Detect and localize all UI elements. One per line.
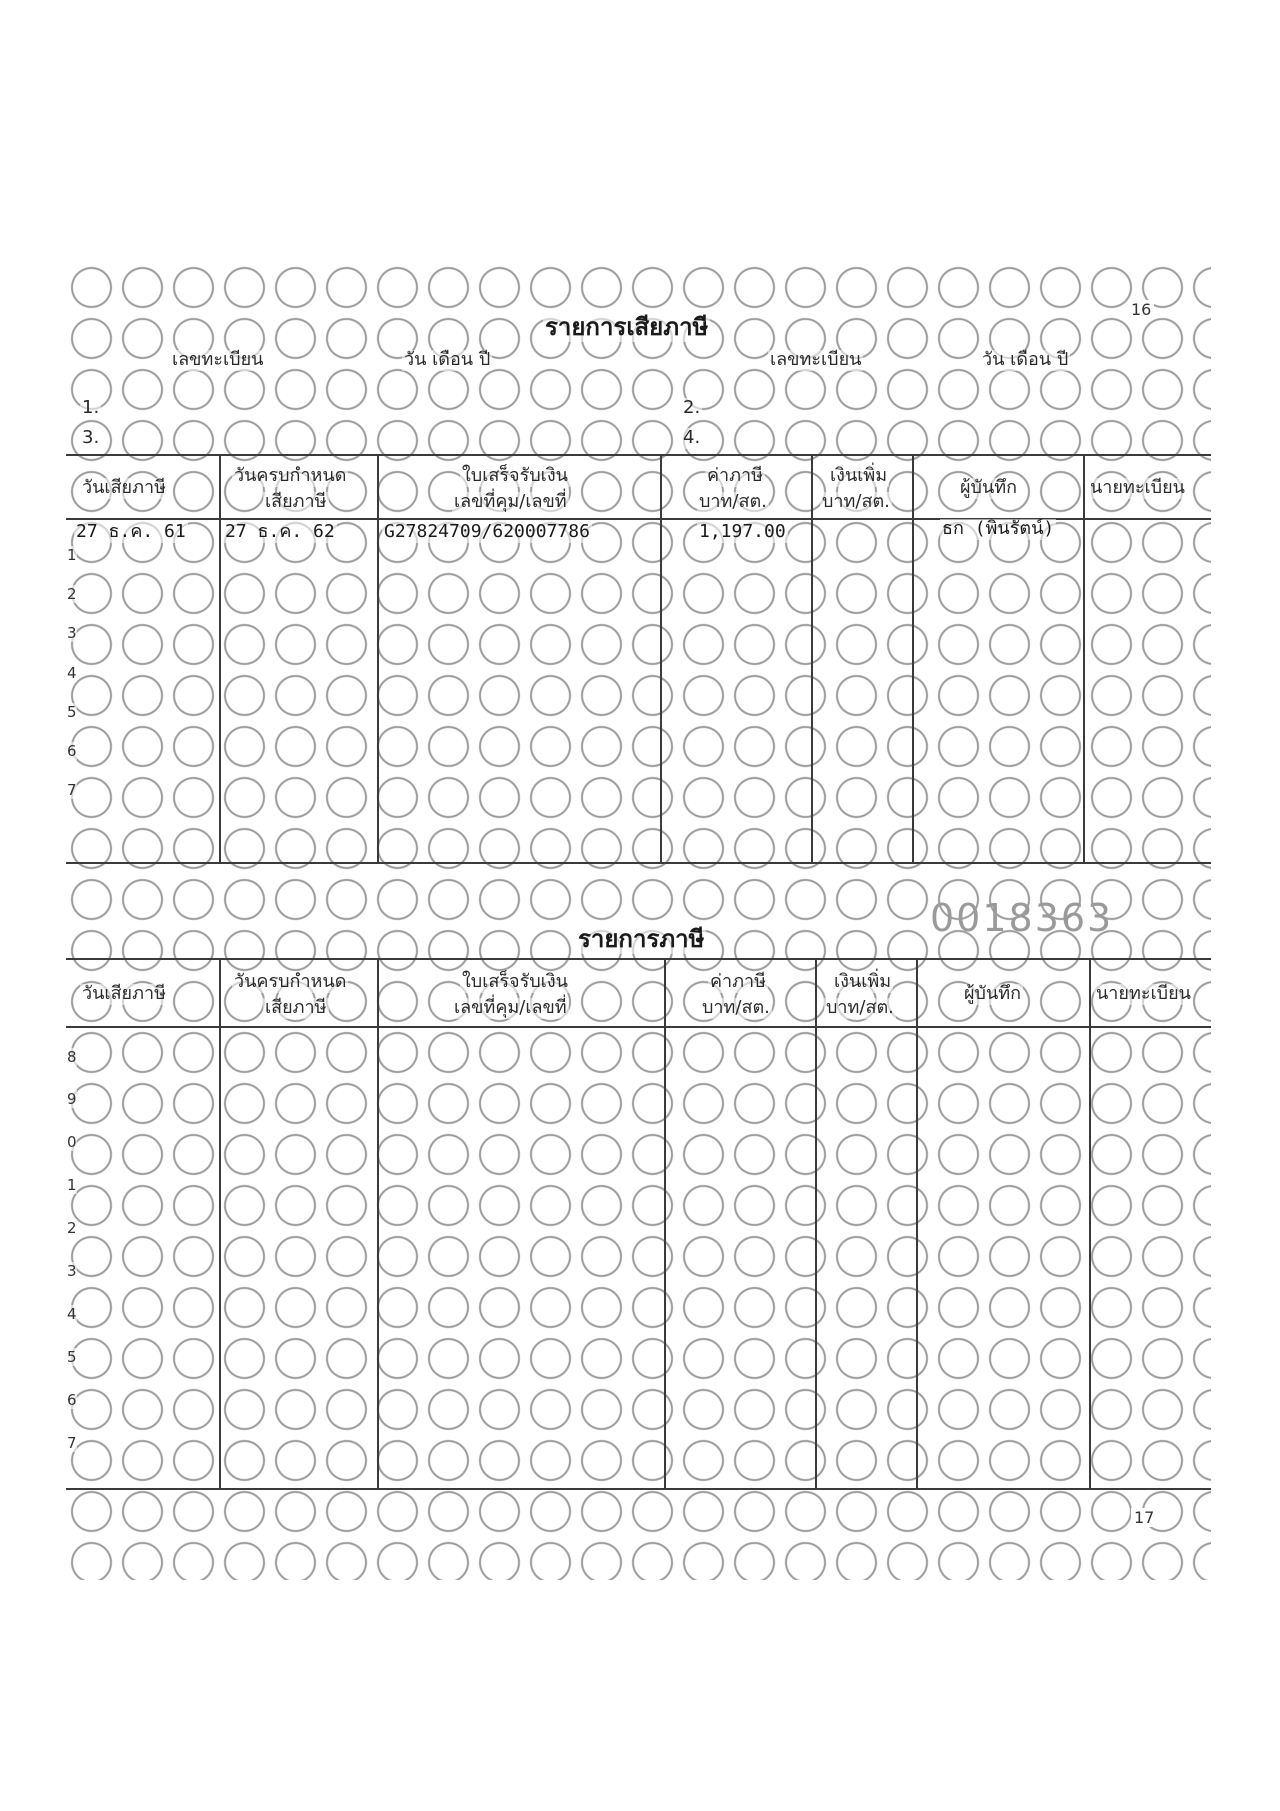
reg-row-4: 4. [683,427,701,448]
row-number: 6 [67,742,77,760]
t1-col-surcharge-line2: บาท/สต. [822,491,890,512]
t1-col-receipt: ใบเสร็จรับเงิน [462,465,568,486]
section1-title: รายการเสียภาษี [545,313,709,341]
table2-col-divider [916,958,918,1490]
reg-no-left-label: เลขทะเบียน [172,349,264,370]
t1-col-tax: ค่าภาษี [707,465,763,486]
t1-col-paid-date: วันเสียภาษี [82,477,166,498]
row-number: 2 [67,1219,77,1237]
record-due-date: 27 ธ.ค. 62 [225,521,335,542]
row-number: 7 [67,781,77,799]
record-recorder: ธก (พินรัตน์) [942,518,1055,539]
table2-col-divider [219,958,221,1490]
reg-no-right-label: เลขทะเบียน [770,349,862,370]
table1-col-divider [1083,454,1085,864]
row-number: 4 [67,1305,77,1323]
t2-col-tax: ค่าภาษี [710,971,766,992]
date-right-label: วัน เดือน ปี [982,349,1069,370]
reg-row-1: 1. [82,397,100,418]
reg-row-2: 2. [683,397,701,418]
record-tax-amount: 1,197.00 [699,521,786,542]
row-number: 5 [67,703,77,721]
page-number-top: 16 [1128,300,1154,319]
t1-col-tax-line2: บาท/สต. [699,491,767,512]
table1-top-border [66,454,1211,456]
table1-col-divider [377,454,379,864]
row-number: 3 [67,624,77,642]
table2-top-border [66,958,1211,960]
row-number: 9 [67,1090,77,1108]
table2-header-bottom-border [66,1026,1211,1028]
table1-bottom-border [66,862,1211,864]
t2-col-tax-line2: บาท/สต. [702,997,770,1018]
date-left-label: วัน เดือน ปี [404,349,491,370]
row-number: 3 [67,1262,77,1280]
t2-col-surcharge-line2: บาท/สต. [826,997,894,1018]
faded-document-number: 0018363 [930,896,1114,940]
row-number: 5 [67,1348,77,1366]
section2-title: รายการภาษี [578,925,705,953]
t1-col-due-date-line2: เสียภาษี [265,491,327,512]
page-number-bottom: 17 [1131,1508,1157,1527]
t1-col-receipt-line2: เลขที่คุม/เลขที่ [454,491,567,512]
t2-col-receipt-line2: เลขที่คุม/เลขที่ [454,997,567,1018]
table2-col-divider [377,958,379,1490]
table1-col-divider [912,454,914,864]
t2-col-recorder: ผู้บันทึก [964,983,1022,1004]
t2-col-surcharge: เงินเพิ่ม [834,971,892,992]
row-number: 4 [67,664,77,682]
table1-col-divider [219,454,221,864]
row-number: 1 [67,1176,77,1194]
reg-row-3: 3. [82,427,100,448]
t2-col-due-date-line2: เสียภาษี [265,997,327,1018]
table2-bottom-border [66,1488,1211,1490]
table2-col-divider [815,958,817,1490]
row-number: 1 [67,546,77,564]
t2-col-receipt: ใบเสร็จรับเงิน [462,971,568,992]
t1-col-surcharge: เงินเพิ่ม [830,465,888,486]
record-paid-date: 27 ธ.ค. 61 [76,521,186,542]
t1-col-recorder: ผู้บันทึก [960,477,1018,498]
record-receipt-number: G27824709/620007786 [384,521,590,542]
t1-col-due-date: วันครบกำหนด [234,465,347,486]
table2-col-divider [664,958,666,1490]
row-number: 2 [67,585,77,603]
table1-col-divider [811,454,813,864]
t2-col-due-date: วันครบกำหนด [234,971,347,992]
row-number: 7 [67,1434,77,1452]
t2-col-registrar: นายทะเบียน [1096,983,1191,1004]
table2-col-divider [1089,958,1091,1490]
t1-col-registrar: นายทะเบียน [1090,477,1185,498]
row-number: 6 [67,1391,77,1409]
row-number: 8 [67,1048,77,1066]
table1-col-divider [660,454,662,864]
row-number: 0 [67,1133,77,1151]
t2-col-paid-date: วันเสียภาษี [82,983,166,1004]
